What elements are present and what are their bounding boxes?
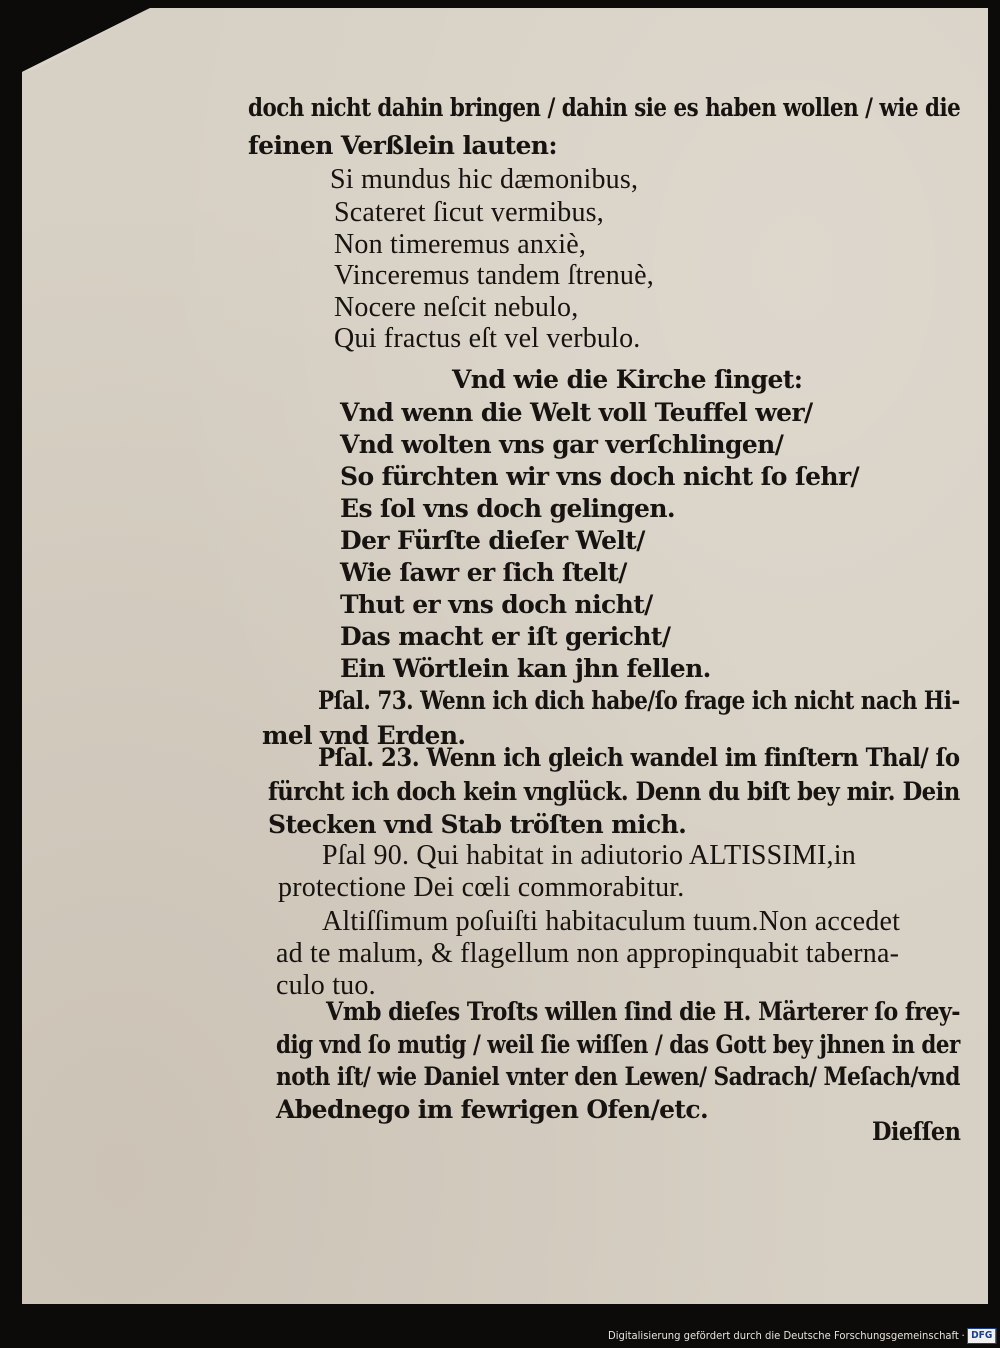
text-line: protectione Dei cœli commorabitur. — [278, 872, 685, 903]
text-line: Das macht er iſt gericht/ — [340, 622, 671, 651]
text-line: ad te malum, & flagellum non appropinquabit taberna- — [276, 938, 900, 969]
dfg-logo: DFG — [967, 1328, 995, 1344]
text-line: dig vnd ſo mutig / weil ſie wiſſen / das Gott bey jhnen in der — [276, 1030, 960, 1059]
text-line: Pſal. 73. Wenn ich dich habe/ſo frage ich nicht nach Hi- — [318, 686, 960, 715]
text-line: Vinceremus tandem ſtrenuè, — [334, 260, 654, 291]
text-line: Qui fractus eſt vel verbulo. — [334, 323, 641, 354]
text-line: Abednego im fewrigen Ofen/etc. — [276, 1095, 709, 1124]
text-line: Pſal 90. Qui habitat in adiutorio ALTISSIMI,in — [322, 840, 856, 871]
text-line: Non timeremus anxiè, — [334, 229, 587, 260]
text-line: noth iſt/ wie Daniel vnter den Lewen/ Sadrach/ Meſach/vnd — [276, 1062, 960, 1091]
text-line: Pſal. 23. Wenn ich gleich wandel im finſtern Thal/ ſo — [318, 743, 960, 772]
text-line: fürcht ich doch kein vnglück. Denn du biſt bey mir. Dein — [268, 777, 960, 806]
text-line: Ein Wörtlein kan jhn fellen. — [340, 654, 711, 683]
text-line: Vmb dieſes Troſts willen ſind die H. Märterer ſo frey- — [326, 997, 961, 1026]
text-line: Scateret ſicut vermibus, — [334, 197, 604, 228]
text-line: doch nicht dahin bringen / dahin sie es haben wollen / wie die — [248, 93, 961, 122]
digitization-credit — [608, 1328, 996, 1344]
credit-text: Digitalisierung gefördert durch die Deutsche Forschungsgemeinschaft — [608, 1329, 959, 1342]
text-line: Stecken vnd Stab tröſten mich. — [268, 810, 687, 839]
catchword: Dieſſen — [872, 1117, 961, 1146]
text-line: Thut er vns doch nicht/ — [340, 590, 653, 619]
text-line: Altiſſimum poſuiſti habitaculum tuum.Non accedet — [322, 906, 901, 937]
text-line: mel vnd Erden. — [262, 721, 466, 750]
text-line: Wie ſawr er ſich ſtelt/ — [340, 558, 627, 587]
text-line: Der Fürſte dieſer Welt/ — [340, 526, 645, 555]
text-line: So fürchten wir vns doch nicht ſo ſehr/ — [340, 462, 860, 491]
text-line: feinen Verßlein lauten: — [248, 131, 558, 160]
text-line: Vnd wie die Kirche ſinget: — [452, 365, 803, 394]
text-line: Es ſol vns doch gelingen. — [340, 494, 676, 523]
text-line: culo tuo. — [276, 970, 376, 1001]
credit-separator: · — [961, 1329, 965, 1342]
text-line: Nocere neſcit nebulo, — [334, 292, 579, 323]
text-line: Vnd wolten vns gar verſchlingen/ — [340, 430, 784, 459]
text-line: Si mundus hic dæmonibus, — [330, 164, 639, 195]
text-line: Vnd wenn die Welt voll Teuffel wer/ — [340, 398, 813, 427]
